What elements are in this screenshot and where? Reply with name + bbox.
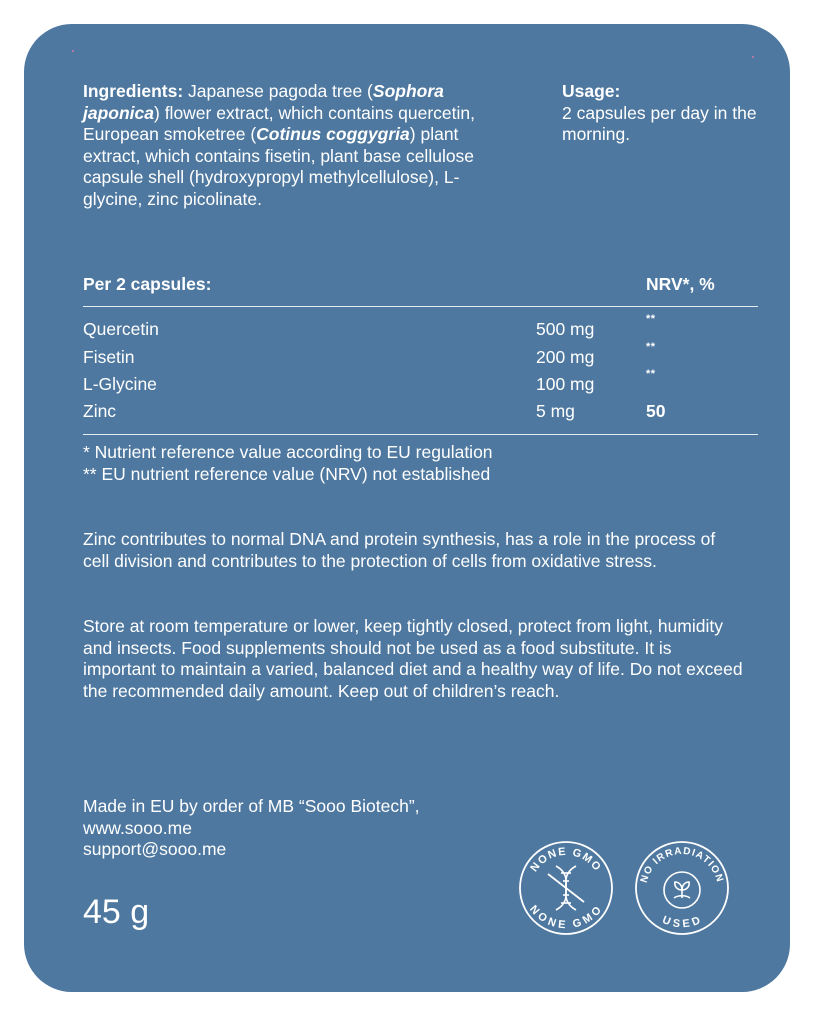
- footnotes: [83, 442, 683, 485]
- svg-text:USED: [661, 914, 704, 930]
- product-label-panel: [24, 24, 790, 992]
- latin-name: Cotinus coggygria: [256, 124, 410, 144]
- per-serving-label: Per 2 capsules:: [83, 274, 212, 294]
- nutrient-name: Zinc: [83, 401, 117, 421]
- nutrient-amount: 500 mg: [536, 319, 595, 339]
- table-top-rule: [83, 306, 758, 307]
- nrv-column-label: NRV*, %: [646, 274, 715, 294]
- nutrient-name: Quercetin: [83, 319, 159, 339]
- nutrient-amount: 100 mg: [536, 374, 595, 394]
- irradiation-text-bottom: USED: [660, 914, 704, 931]
- table-row: [83, 368, 758, 398]
- manufacturer-block: [83, 796, 543, 861]
- nutrient-nrv: **: [646, 368, 656, 380]
- nutrient-nrv: **: [646, 341, 656, 353]
- svg-text:NO IRRADIATION: [639, 846, 725, 884]
- zinc-claim-paragraph: Zinc contributes to normal DNA and protein synthesis, has a role in the process of cell division and contributes to the protection of cells from oxidative stress.: [83, 529, 716, 571]
- none-gmo-badge: [518, 840, 614, 936]
- corner-dot: [752, 56, 754, 58]
- footnote: ** EU nutrient reference value (NRV) not established: [83, 463, 491, 484]
- manufacturer-line: Made in EU by order of MB “Sooo Biotech”,: [83, 796, 420, 816]
- nutrient-nrv: **: [646, 313, 656, 325]
- usage-title: Usage:: [562, 81, 621, 101]
- nutrient-nrv: 50: [646, 401, 666, 421]
- gmo-text-bottom: NONE GMO: [527, 903, 605, 932]
- irradiation-text-top: NO IRRADIATION: [638, 845, 726, 885]
- ingredients-text: Ingredients: Japanese pagoda tree (Sophora japonica) flower extract, which contains quercetin, European smoketree (Cotinus coggygria) plant extract, which contains fisetin, plant base cellulose capsule shell (hydroxypropyl methylcellulose), L-glycine, zinc picolinate.: [83, 81, 475, 209]
- usage-text: 2 capsules per day in the morning.: [562, 102, 757, 144]
- nutrition-table-header: [83, 274, 758, 298]
- table-row: [83, 313, 758, 343]
- dna-icon: [518, 840, 614, 936]
- net-weight: 45 g: [83, 893, 150, 931]
- ingredients-label: Ingredients:: [83, 81, 184, 101]
- corner-dot: [72, 50, 74, 52]
- nutrient-name: Fisetin: [83, 347, 135, 367]
- storage-paragraph: Store at room temperature or lower, keep tightly closed, protect from light, humidity and insects. Food supplements should not be used as a food substitute. It is important to maintain a varied, balanced diet and a healthy way of life. Do not exceed the recommended daily amount. Keep out of children’s reach.: [83, 616, 743, 701]
- footnote: * Nutrient reference value according to EU regulation: [83, 442, 493, 462]
- table-row: [83, 401, 758, 425]
- nutrient-name: L-Glycine: [83, 374, 157, 394]
- usage-block: [562, 81, 762, 146]
- nutrient-amount: 5 mg: [536, 401, 575, 421]
- latin-name: Sophora japonica: [83, 81, 444, 123]
- support-email: support@sooo.me: [83, 839, 227, 859]
- website: www.sooo.me: [83, 817, 192, 838]
- nutrient-amount: 200 mg: [536, 347, 595, 367]
- table-row: [83, 341, 758, 371]
- sprout-icon: [634, 840, 730, 936]
- gmo-text-top: NONE GMO: [528, 845, 604, 875]
- no-irradiation-badge: [634, 840, 730, 936]
- svg-text:NONE GMO: [527, 903, 605, 931]
- table-bottom-rule: [83, 434, 758, 435]
